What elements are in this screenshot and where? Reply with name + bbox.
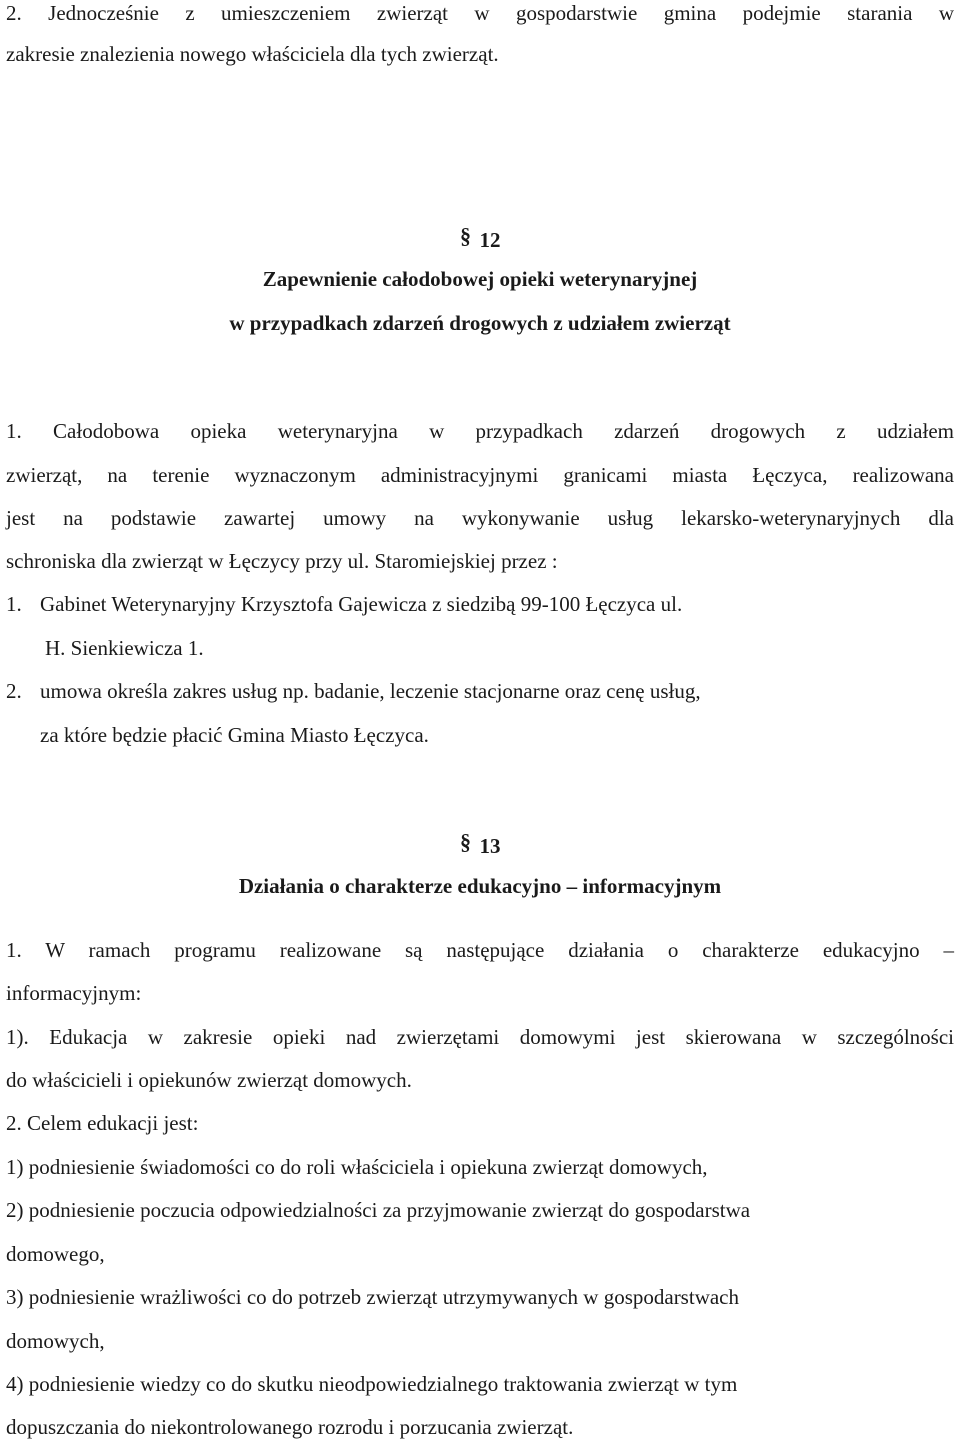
section-12-number: 12: [479, 228, 501, 252]
list-item-2-line-1: umowa określa zakres usług np. badanie, leczenie stacjonarne oraz cenę usług,: [40, 679, 701, 703]
section-13-line-12: dopuszczania do niekontrolowanego rozrodu i porzucania zwierząt.: [6, 1415, 574, 1439]
section-sign-icon: [460, 829, 474, 855]
section-sign-icon: [460, 223, 474, 249]
list-item-1-line-2: H. Sienkiewicza 1.: [45, 636, 204, 660]
section-12-para-line-1: 1. Całodobowa opieka weterynaryjna w przypadkach zdarzeń drogowych z udziałem: [6, 419, 954, 443]
section-13-line-7: 2) podniesienie poczucia odpowiedzialności za przyjmowanie zwierząt do gospodarstwa: [6, 1198, 751, 1222]
section-12-para-line-3: jest na podstawie zawartej umowy na wykonywanie usług lekarsko-weterynaryjnych dla: [6, 506, 954, 530]
section-13-line-9: 3) podniesienie wrażliwości co do potrzeb zwierząt utrzymywanych w gospodarstwach: [6, 1285, 740, 1309]
svg-text:§: §: [459, 829, 471, 854]
section-13-number: 13: [479, 834, 501, 858]
section-13-line-5: 2. Celem edukacji jest:: [6, 1111, 199, 1135]
section-13-line-1: 1. W ramach programu realizowane są następujące działania o charakterze edukacyjno –: [6, 938, 954, 962]
section-12-para-line-4: schroniska dla zwierząt w Łęczycy przy ul. Staromiejskiej przez :: [6, 549, 558, 573]
section-13-line-8: domowego,: [6, 1242, 105, 1266]
section-13-line-2: informacyjnym:: [6, 981, 142, 1005]
section-13-heading: [0, 829, 960, 859]
section-12-title-line-1: Zapewnienie całodobowej opieki weterynaryjnej: [262, 267, 698, 291]
list-item-2-line-2: za które będzie płacić Gmina Miasto Łęczyca.: [40, 723, 429, 747]
section-13-line-3: 1). Edukacja w zakresie opieki nad zwierzętami domowymi jest skierowana w szczególności: [6, 1025, 954, 1049]
list-item-number-2: 2.: [6, 679, 22, 703]
section-12-title-line-2: w przypadkach zdarzeń drogowych z udziałem zwierząt: [229, 311, 731, 335]
top-paragraph-line-1: 2. Jednocześnie z umieszczeniem zwierząt w gospodarstwie gmina podejmie starania w: [6, 1, 954, 25]
section-13-line-10: domowych,: [6, 1329, 105, 1353]
svg-text:§: §: [459, 223, 471, 248]
section-13-line-11: 4) podniesienie wiedzy co do skutku nieodpowiedzialnego traktowania zwierząt w tym: [6, 1372, 738, 1396]
section-13-title: Działania o charakterze edukacyjno – informacyjnym: [238, 874, 722, 898]
section-13-line-4: do właścicieli i opiekunów zwierząt domowych.: [6, 1068, 412, 1092]
section-12-para-line-2: zwierząt, na terenie wyznaczonym administracyjnymi granicami miasta Łęczyca, realizowana: [6, 463, 954, 487]
section-13-line-6: 1) podniesienie świadomości co do roli właściciela i opiekuna zwierząt domowych,: [6, 1155, 708, 1179]
list-item-number-1: 1.: [6, 592, 22, 616]
top-paragraph-line-2: zakresie znalezienia nowego właściciela dla tych zwierząt.: [6, 42, 499, 66]
list-item-1-line-1: Gabinet Weterynaryjny Krzysztofa Gajewicza z siedzibą 99-100 Łęczyca ul.: [40, 592, 683, 616]
section-12-heading: [0, 223, 960, 253]
